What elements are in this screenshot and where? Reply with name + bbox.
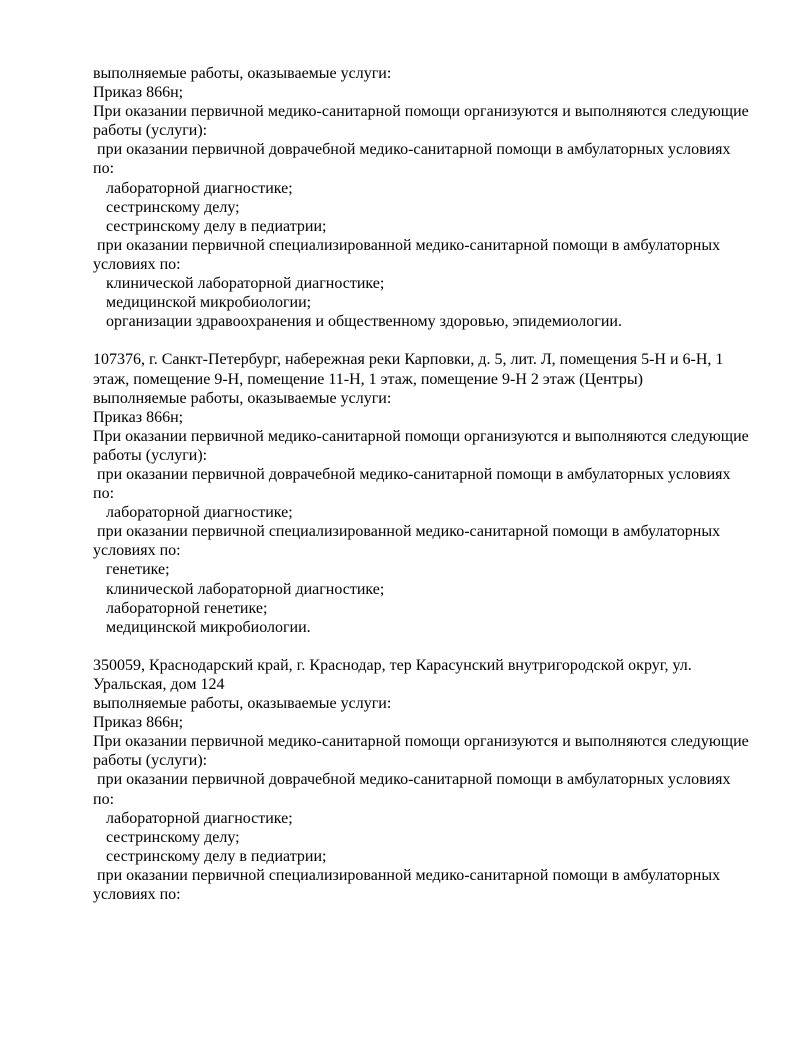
text-line: условиях по:: [93, 255, 181, 273]
text-line: выполняемые работы, оказываемые услуги:: [93, 695, 392, 713]
text-line: При оказании первичной медико-санитарной помощи организуются и выполняются следующие: [93, 733, 749, 751]
text-line: сестринскому делу;: [106, 198, 240, 216]
text-line: этаж, помещение 9-Н, помещение 11-Н, 1 этаж, помещение 9-Н 2 этаж (Центры): [93, 370, 643, 388]
text-line: работы (услуги):: [93, 446, 208, 464]
text-line: организации здравоохранения и общественному здоровью, эпидемиологии.: [106, 313, 622, 331]
text-line: 350059, Краснодарский край, г. Краснодар, тер Карасунский внутригородской округ, ул.: [93, 656, 692, 674]
text-line: сестринскому делу в педиатрии;: [106, 847, 327, 865]
text-line: При оказании первичной медико-санитарной помощи организуются и выполняются следующие: [93, 103, 749, 121]
text-line: сестринскому делу;: [106, 828, 240, 846]
text-line: медицинской микробиологии.: [106, 618, 311, 636]
text-line: работы (услуги):: [93, 752, 208, 770]
text-line: При оказании первичной медико-санитарной помощи организуются и выполняются следующие: [93, 427, 749, 445]
text-line: при оказании первичной специализированной медико-санитарной помощи в амбулаторных: [97, 866, 721, 884]
text-line: 107376, г. Санкт-Петербург, набережная реки Карповки, д. 5, лит. Л, помещения 5-Н и 6-Н, 1: [93, 351, 724, 369]
text-line: выполняемые работы, оказываемые услуги:: [93, 65, 392, 82]
address-services-block: [93, 64, 763, 331]
text-line: выполняемые работы, оказываемые услуги:: [93, 389, 392, 407]
text-line: Приказ 866н;: [93, 714, 184, 732]
text-line: генетике;: [106, 561, 170, 579]
text-line: условиях по:: [93, 542, 181, 560]
address-services-block: [93, 656, 763, 904]
text-line: по:: [93, 485, 115, 503]
text-line: при оказании первичной специализированной медико-санитарной помощи в амбулаторных: [97, 523, 721, 541]
text-line: лабораторной диагностике;: [106, 809, 293, 827]
text-line: сестринскому делу в педиатрии;: [106, 217, 327, 235]
text-line: при оказании первичной специализированной медико-санитарной помощи в амбулаторных: [97, 236, 721, 254]
text-line: по:: [93, 160, 115, 178]
text-line: Приказ 866н;: [93, 84, 184, 102]
text-line: по:: [93, 790, 115, 808]
text-line: лабораторной диагностике;: [106, 504, 293, 522]
text-line: медицинской микробиологии;: [106, 294, 312, 312]
address-services-block: [93, 350, 763, 636]
text-line: при оказании первичной доврачебной медико-санитарной помощи в амбулаторных условиях: [97, 465, 731, 483]
text-line: лабораторной диагностике;: [106, 179, 293, 197]
text-line: Приказ 866н;: [93, 408, 184, 426]
text-line: лабораторной генетике;: [106, 599, 268, 617]
text-line: Уральская, дом 124: [93, 676, 225, 693]
text-line: при оказании первичной доврачебной медико-санитарной помощи в амбулаторных условиях: [97, 771, 731, 789]
text-line: клинической лабораторной диагностике;: [106, 275, 385, 293]
text-line: условиях по:: [93, 886, 181, 904]
text-line: при оказании первичной доврачебной медико-санитарной помощи в амбулаторных условиях: [97, 141, 731, 159]
text-line: работы (услуги):: [93, 122, 208, 140]
text-line: клинической лабораторной диагностике;: [106, 580, 385, 598]
